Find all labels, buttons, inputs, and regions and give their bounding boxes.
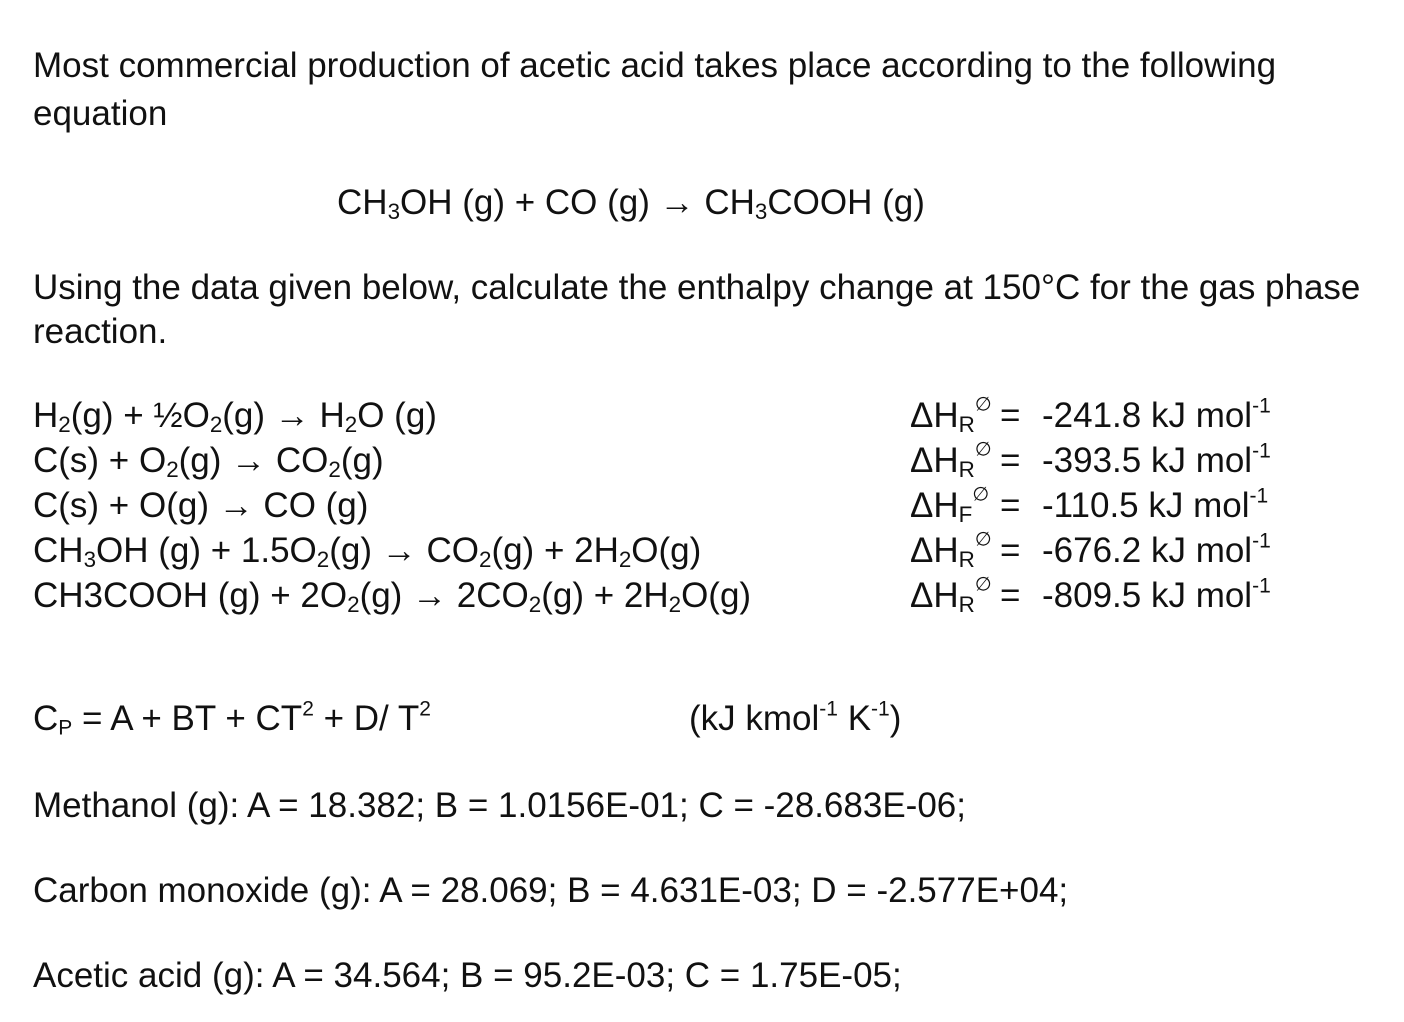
reaction-equation: $C(s) + O_2(g) \to CO_2(g)$	[33, 441, 384, 482]
cp-equation: $C_P = A$ + BT + $CT^2 + D/$ $T^2$	[33, 697, 431, 740]
carbon-monoxide-coefficients: Carbon monoxide (g): A = 28.069; B = 4.631E-03; D = -2.577E+04;	[33, 871, 1069, 910]
delta-h-symbol: $\Delta H_R^\emptyset$	[910, 529, 992, 572]
delta-h-symbol: $\Delta H_R^\emptyset$	[910, 394, 992, 437]
enthalpy-value: $\Delta H_R^\emptyset = -676.2$ kJ mol$^{-1}$	[910, 529, 1271, 572]
question-paragraph: Using the data given below, calculate the enthalpy change at 150°C for the gas phase reaction.	[33, 268, 1361, 351]
intro-paragraph: Most commercial production of acetic acid takes place according to the following equation	[33, 46, 1277, 133]
methanol-coefficients: Methanol (g): A = 18.382; B = 1.0156E-01; C = -28.683E-06;	[33, 786, 966, 825]
enthalpy-value: $\Delta H_R^\emptyset = -809.5$ kJ mol$^{-1}$	[910, 574, 1271, 617]
cp-units: (kJ kmol$^{-1}$ $K^{-1}$)	[689, 697, 902, 738]
enthalpy-value: $\Delta H_F^\emptyset = -110.5$ kJ mol$^{-1}$	[910, 484, 1269, 527]
reaction-equation: C(s) + O(g) → CO (g)	[33, 486, 369, 525]
reaction-equation: $H_2(g)$ + $\frac{1}{2}O_2(g) \to H_2O$ (g)	[33, 396, 437, 437]
acetic-acid-coefficients: Acetic acid (g): A = 34.564; B = 95.2E-03; C = 1.75E-05;	[33, 956, 902, 995]
delta-h-symbol: $\Delta H_R^\emptyset$	[910, 439, 992, 482]
reaction-equation: CH3COOH $(g) + 2O_2(g) \to 2CO_2(g) + 2H_2O(g)$	[33, 576, 752, 617]
enthalpy-value: $\Delta H_R^\emptyset = -393.5$ kJ mol$^{-1}$	[910, 439, 1271, 482]
delta-h-symbol: $\Delta H_R^\emptyset$	[910, 574, 992, 617]
delta-h-symbol: $\Delta H_F^\emptyset$	[910, 484, 990, 527]
reaction-equation: $CH_3OH$ $(g) + 1.5O_2(g) \to CO_2(g) + 2H_2O(g)$	[33, 531, 702, 572]
main-reaction-equation: $CH_3OH$ (g) + CO $(g) \to CH_3COOH$ (g)	[337, 183, 925, 224]
enthalpy-value: $\Delta H_R^\emptyset = -241.8$ kJ mol$^{-1}$	[910, 394, 1271, 437]
